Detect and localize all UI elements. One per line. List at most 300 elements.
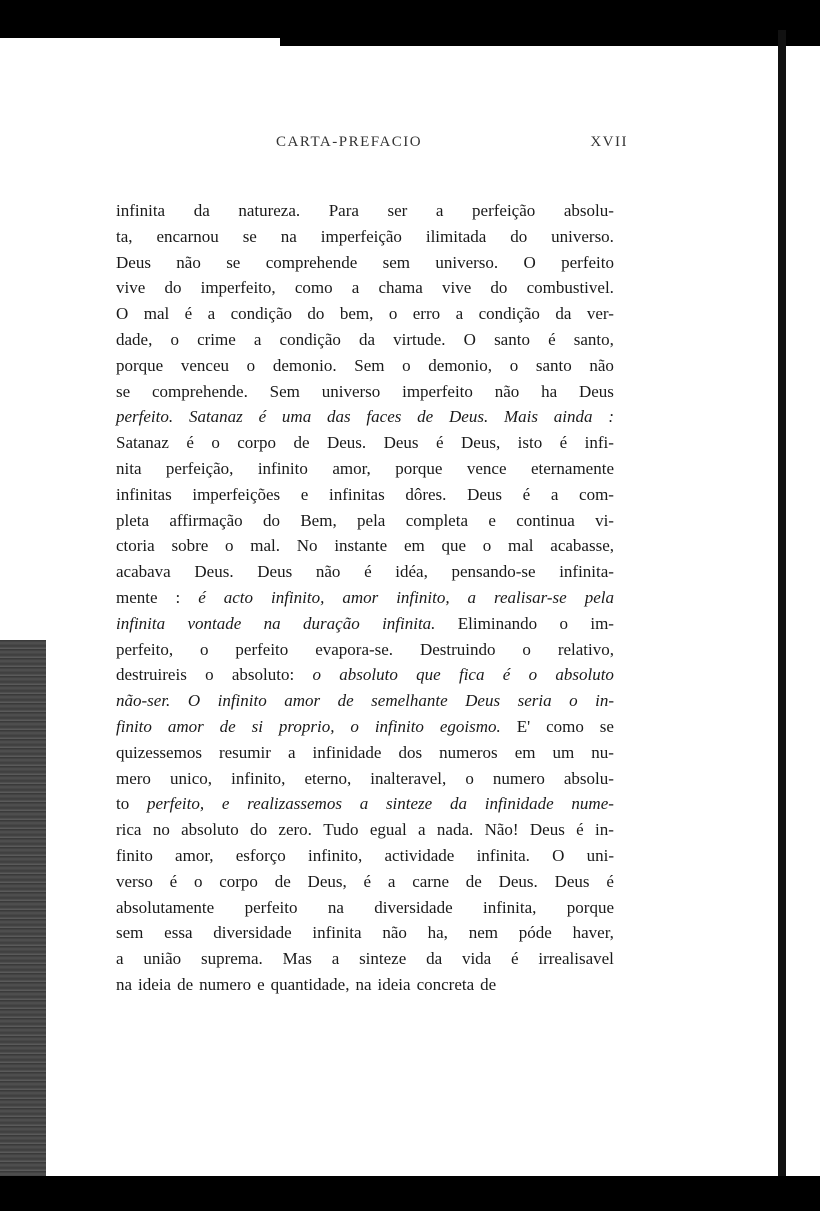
running-title: CARTA-PREFACIO bbox=[276, 134, 423, 150]
word: semelhante bbox=[371, 691, 448, 711]
word: mente bbox=[116, 587, 158, 607]
word: a bbox=[418, 820, 426, 840]
word: não bbox=[176, 252, 201, 272]
word: Deus bbox=[578, 381, 614, 401]
word: Deus. bbox=[194, 562, 234, 582]
text-line bbox=[116, 895, 614, 921]
word: de bbox=[417, 407, 434, 427]
word: póde bbox=[518, 923, 552, 943]
word: e bbox=[257, 974, 265, 994]
word: sem bbox=[116, 923, 144, 943]
word: Para bbox=[328, 201, 359, 220]
word: acabava bbox=[116, 562, 171, 582]
word: corpo bbox=[237, 433, 276, 453]
word: dôres. bbox=[405, 484, 447, 504]
word: o bbox=[170, 329, 179, 349]
word: essa bbox=[164, 923, 193, 943]
text-line bbox=[116, 430, 614, 456]
word: corpo bbox=[219, 871, 258, 891]
word: amor, bbox=[175, 845, 214, 865]
word: pleta bbox=[116, 510, 150, 530]
word: o bbox=[350, 716, 359, 736]
word: encarnou bbox=[156, 226, 219, 246]
word: acto bbox=[223, 587, 254, 607]
word: a bbox=[550, 484, 559, 504]
word: do bbox=[263, 510, 281, 530]
word: infinito bbox=[217, 691, 267, 711]
word: in- bbox=[595, 820, 614, 840]
word: o bbox=[522, 639, 531, 659]
word: seria bbox=[517, 691, 552, 711]
word: numeros bbox=[439, 742, 498, 762]
word: egual bbox=[369, 820, 407, 840]
word: perfeito, bbox=[116, 639, 174, 659]
word: E' bbox=[516, 716, 531, 736]
word: a bbox=[253, 329, 262, 349]
page-number: XVII bbox=[590, 134, 628, 150]
word: infinita bbox=[116, 613, 166, 633]
word: si bbox=[251, 716, 263, 736]
word: o bbox=[312, 665, 322, 685]
word: Satanaz bbox=[188, 407, 243, 427]
word: universo. bbox=[435, 252, 499, 272]
word: irrealisavel bbox=[538, 949, 614, 969]
word: O bbox=[116, 304, 129, 324]
word: é bbox=[559, 433, 568, 453]
word: absoluto bbox=[339, 665, 398, 685]
text-line bbox=[116, 740, 614, 766]
word: vive bbox=[441, 278, 472, 298]
word: sinteze bbox=[385, 794, 433, 814]
text-line bbox=[116, 250, 614, 276]
word: eterno, bbox=[304, 768, 352, 788]
word: não bbox=[315, 562, 341, 582]
word: Deus bbox=[554, 871, 590, 891]
word: do bbox=[490, 278, 508, 298]
word: mal. bbox=[250, 536, 281, 556]
word: na bbox=[355, 974, 372, 994]
word: o bbox=[559, 613, 568, 633]
word: santo bbox=[494, 329, 530, 349]
word: ideia bbox=[377, 974, 411, 994]
word: a bbox=[207, 304, 216, 324]
word: é bbox=[186, 433, 194, 453]
word: nu- bbox=[591, 742, 614, 762]
word: do bbox=[307, 304, 325, 324]
word: venceu bbox=[180, 355, 230, 375]
word: continua bbox=[516, 510, 575, 530]
word: numero bbox=[199, 974, 252, 994]
word: infinito, bbox=[270, 587, 325, 607]
word: Deus bbox=[529, 820, 565, 840]
word: perfeição, bbox=[165, 458, 234, 478]
word: Deus bbox=[467, 484, 503, 504]
word: a bbox=[351, 278, 360, 298]
word: vence bbox=[466, 458, 507, 478]
word: se bbox=[226, 252, 241, 272]
word: infinita. bbox=[382, 613, 436, 633]
word: infinito bbox=[374, 716, 424, 736]
word: amor, bbox=[332, 458, 371, 478]
word: pensando-se bbox=[451, 562, 536, 582]
word: do bbox=[164, 278, 182, 298]
word: quizessemos bbox=[116, 742, 202, 762]
word: Não! bbox=[484, 820, 519, 840]
word: sobre bbox=[171, 536, 209, 556]
word: é bbox=[436, 433, 444, 453]
word: haver, bbox=[572, 923, 614, 943]
word: e bbox=[488, 510, 496, 530]
word: virtude. bbox=[393, 329, 446, 349]
text-line bbox=[116, 688, 614, 714]
word: : bbox=[175, 587, 181, 607]
text-line bbox=[116, 353, 614, 379]
text-line bbox=[116, 379, 614, 405]
word: um bbox=[552, 742, 575, 762]
word: porque bbox=[395, 458, 443, 478]
word: ainda bbox=[553, 407, 593, 427]
word: uma bbox=[281, 407, 312, 427]
word: perfeição bbox=[472, 201, 536, 220]
word: perfeito. bbox=[116, 407, 174, 427]
word: diversidade bbox=[374, 897, 453, 917]
word: instante bbox=[334, 536, 388, 556]
word: absoluto: bbox=[231, 665, 295, 685]
word: amor bbox=[342, 587, 379, 607]
word: Deus. bbox=[326, 433, 367, 453]
word: im- bbox=[590, 613, 614, 633]
text-line bbox=[116, 456, 614, 482]
text-line bbox=[116, 585, 614, 611]
word: No bbox=[296, 536, 318, 556]
word: em bbox=[514, 742, 536, 762]
word: bem, bbox=[339, 304, 374, 324]
word: realisar-se bbox=[494, 587, 567, 607]
word: das bbox=[327, 407, 351, 427]
word: de bbox=[465, 871, 482, 891]
word: isto bbox=[517, 433, 543, 453]
word: como bbox=[294, 278, 333, 298]
word: o bbox=[482, 536, 492, 556]
word: : bbox=[608, 407, 614, 427]
word: condição bbox=[478, 304, 540, 324]
word: santo, bbox=[573, 329, 614, 349]
word: eternamente bbox=[530, 458, 614, 478]
word: infinidade bbox=[312, 742, 382, 762]
word: a bbox=[455, 304, 464, 324]
word: Deus. bbox=[498, 871, 538, 891]
word: da bbox=[359, 329, 376, 349]
word: ser bbox=[387, 201, 408, 220]
word: se bbox=[599, 716, 614, 736]
word: faces bbox=[366, 407, 402, 427]
word: infinita. bbox=[476, 845, 530, 865]
word: não bbox=[589, 355, 614, 375]
word: uni- bbox=[586, 845, 614, 865]
word: infinito, bbox=[307, 845, 363, 865]
word: não-ser. bbox=[116, 691, 171, 711]
word: a bbox=[467, 587, 477, 607]
word: não bbox=[382, 923, 407, 943]
word: absoluto bbox=[555, 665, 614, 685]
word: dade, bbox=[116, 329, 153, 349]
word: nada. bbox=[436, 820, 474, 840]
word: como bbox=[546, 716, 584, 736]
word: nume- bbox=[571, 794, 614, 814]
word: concreta bbox=[416, 974, 475, 994]
word: na bbox=[280, 226, 297, 246]
word: Eliminando bbox=[457, 613, 538, 633]
word: zero. bbox=[278, 820, 312, 840]
word: Sem bbox=[354, 355, 385, 375]
word: infinita- bbox=[559, 562, 614, 582]
word: o bbox=[211, 433, 220, 453]
word: proprio, bbox=[278, 716, 335, 736]
word: o bbox=[509, 355, 519, 375]
word: Deus bbox=[465, 691, 501, 711]
word: é bbox=[502, 665, 511, 685]
word: o bbox=[388, 304, 398, 324]
text-line bbox=[116, 766, 614, 792]
text-line bbox=[116, 198, 614, 224]
word: amor bbox=[284, 691, 321, 711]
word: infinidade bbox=[484, 794, 554, 814]
word: nem bbox=[468, 923, 498, 943]
text-line bbox=[116, 972, 614, 998]
word: affirmação bbox=[169, 510, 243, 530]
word: a bbox=[435, 201, 444, 220]
word: imperfeições bbox=[192, 484, 281, 504]
word: demonio. bbox=[272, 355, 337, 375]
word: quantidade, bbox=[270, 974, 350, 994]
word: infinita bbox=[116, 201, 166, 220]
word: perfeito, bbox=[146, 794, 205, 814]
word: Deus bbox=[383, 433, 419, 453]
word: infinito bbox=[257, 458, 308, 478]
word: se bbox=[242, 226, 257, 246]
word: realizassemos bbox=[247, 794, 342, 814]
word: o bbox=[200, 639, 209, 659]
word: a bbox=[287, 742, 296, 762]
word: comprehende bbox=[265, 252, 358, 272]
word: amor bbox=[167, 716, 204, 736]
word: infinito, bbox=[231, 768, 286, 788]
word: Mas bbox=[282, 949, 312, 969]
word: do bbox=[510, 226, 528, 246]
word: carne bbox=[412, 871, 449, 891]
word: a bbox=[387, 871, 396, 891]
text-line bbox=[116, 843, 614, 869]
word: infinitas bbox=[116, 484, 172, 504]
word: é bbox=[548, 329, 556, 349]
word: O bbox=[523, 252, 536, 272]
word: infinitas bbox=[328, 484, 385, 504]
word: de bbox=[177, 974, 194, 994]
word: e bbox=[221, 794, 230, 814]
word: o bbox=[246, 355, 256, 375]
word: na bbox=[327, 897, 344, 917]
word: ctoria bbox=[116, 536, 155, 556]
word: pela bbox=[357, 510, 386, 530]
word: de bbox=[337, 691, 354, 711]
word: O bbox=[552, 845, 565, 865]
word: resumir bbox=[218, 742, 271, 762]
word: é bbox=[363, 871, 372, 891]
text-line bbox=[116, 920, 614, 946]
word: é bbox=[169, 871, 178, 891]
word: é bbox=[364, 562, 372, 582]
scan-edge-left bbox=[0, 640, 46, 1180]
word: da bbox=[426, 949, 443, 969]
word: é bbox=[576, 820, 584, 840]
word: imperfeição bbox=[320, 226, 402, 246]
word: chama bbox=[378, 278, 423, 298]
word: numero bbox=[492, 768, 545, 788]
text-line bbox=[116, 817, 614, 843]
word: erro bbox=[412, 304, 441, 324]
word: de bbox=[219, 716, 236, 736]
word: condição bbox=[230, 304, 292, 324]
text-line bbox=[116, 301, 614, 327]
text-line bbox=[116, 791, 614, 817]
word: universo bbox=[321, 381, 381, 401]
word: unico, bbox=[170, 768, 213, 788]
word: mal bbox=[508, 536, 534, 556]
word: vida bbox=[461, 949, 492, 969]
word: destruireis bbox=[116, 665, 187, 685]
word: completa bbox=[405, 510, 468, 530]
word: comprehende. bbox=[152, 381, 248, 401]
word: a bbox=[331, 949, 340, 969]
word: Sem bbox=[269, 381, 300, 401]
word: santo bbox=[535, 355, 572, 375]
word: o bbox=[193, 871, 203, 891]
word: união bbox=[143, 949, 182, 969]
text-line bbox=[116, 946, 614, 972]
word: idéa, bbox=[395, 562, 428, 582]
word: suprema. bbox=[200, 949, 263, 969]
text-line bbox=[116, 869, 614, 895]
word: duração bbox=[303, 613, 360, 633]
word: porque bbox=[116, 355, 164, 375]
word: O bbox=[187, 691, 201, 711]
word: é bbox=[198, 587, 206, 607]
word: ideia bbox=[138, 974, 172, 994]
word: fica bbox=[458, 665, 485, 685]
word: perfeito bbox=[561, 252, 614, 272]
word: mal bbox=[143, 304, 170, 324]
word: Bem, bbox=[300, 510, 337, 530]
text-line bbox=[116, 559, 614, 585]
text-line bbox=[116, 714, 614, 740]
word: Deus bbox=[257, 562, 293, 582]
word: o bbox=[569, 691, 578, 711]
word: evapora-se. bbox=[315, 639, 394, 659]
text-line bbox=[116, 508, 614, 534]
word: de bbox=[480, 974, 497, 994]
word: nita bbox=[116, 458, 142, 478]
word: é bbox=[522, 484, 531, 504]
word: vi- bbox=[595, 510, 614, 530]
word: da bbox=[555, 304, 572, 324]
text-line bbox=[116, 482, 614, 508]
word: finito bbox=[116, 845, 153, 865]
word: a bbox=[116, 949, 124, 969]
text-line bbox=[116, 662, 614, 688]
word: do bbox=[250, 820, 268, 840]
word: crime bbox=[197, 329, 236, 349]
word: em bbox=[403, 536, 425, 556]
word: absolu- bbox=[563, 201, 614, 220]
word: esforço bbox=[235, 845, 286, 865]
word: universo. bbox=[551, 226, 614, 246]
word: não bbox=[494, 381, 520, 401]
word: de bbox=[274, 871, 291, 891]
word: o bbox=[205, 665, 214, 685]
text-line bbox=[116, 327, 614, 353]
word: egoismo. bbox=[439, 716, 501, 736]
word: O bbox=[463, 329, 476, 349]
word: Satanaz bbox=[116, 433, 169, 453]
word: ha, bbox=[427, 923, 448, 943]
word: na bbox=[116, 974, 133, 994]
word: vontade bbox=[187, 613, 242, 633]
word: absolutamente bbox=[116, 897, 215, 917]
word: pela bbox=[584, 587, 614, 607]
word: é bbox=[184, 304, 193, 324]
text-line bbox=[116, 275, 614, 301]
word: ver- bbox=[586, 304, 614, 324]
scan-border-top-band bbox=[280, 30, 820, 46]
word: demonio, bbox=[428, 355, 493, 375]
word: inalteravel, bbox=[370, 768, 447, 788]
word: finito bbox=[116, 716, 152, 736]
word: da bbox=[193, 201, 210, 220]
text-line bbox=[116, 224, 614, 250]
word: que bbox=[441, 536, 467, 556]
word: natureza. bbox=[238, 201, 301, 220]
word: no bbox=[152, 820, 170, 840]
word: é bbox=[511, 949, 519, 969]
text-line bbox=[116, 533, 614, 559]
word: o bbox=[528, 665, 538, 685]
word: a bbox=[359, 794, 369, 814]
word: porque bbox=[566, 897, 614, 917]
word: absoluto bbox=[181, 820, 239, 840]
word: ha bbox=[541, 381, 558, 401]
word: diversidade bbox=[213, 923, 292, 943]
word: o bbox=[465, 768, 474, 788]
word: infi- bbox=[584, 433, 614, 453]
word: se bbox=[116, 381, 131, 401]
word: na bbox=[263, 613, 281, 633]
word: Deus. bbox=[449, 407, 489, 427]
word: é bbox=[606, 871, 614, 891]
word: in- bbox=[595, 691, 614, 711]
word: imperfeito, bbox=[200, 278, 276, 298]
word: o bbox=[225, 536, 234, 556]
word: perfeito bbox=[235, 639, 289, 659]
word: e bbox=[300, 484, 309, 504]
word: acabasse, bbox=[550, 536, 614, 556]
word: infinita bbox=[312, 923, 362, 943]
word: rica bbox=[116, 820, 142, 840]
word: to bbox=[116, 794, 130, 814]
word: Mais bbox=[504, 407, 538, 427]
word: dos bbox=[398, 742, 423, 762]
word: absolu- bbox=[563, 768, 614, 788]
word: Tudo bbox=[323, 820, 359, 840]
